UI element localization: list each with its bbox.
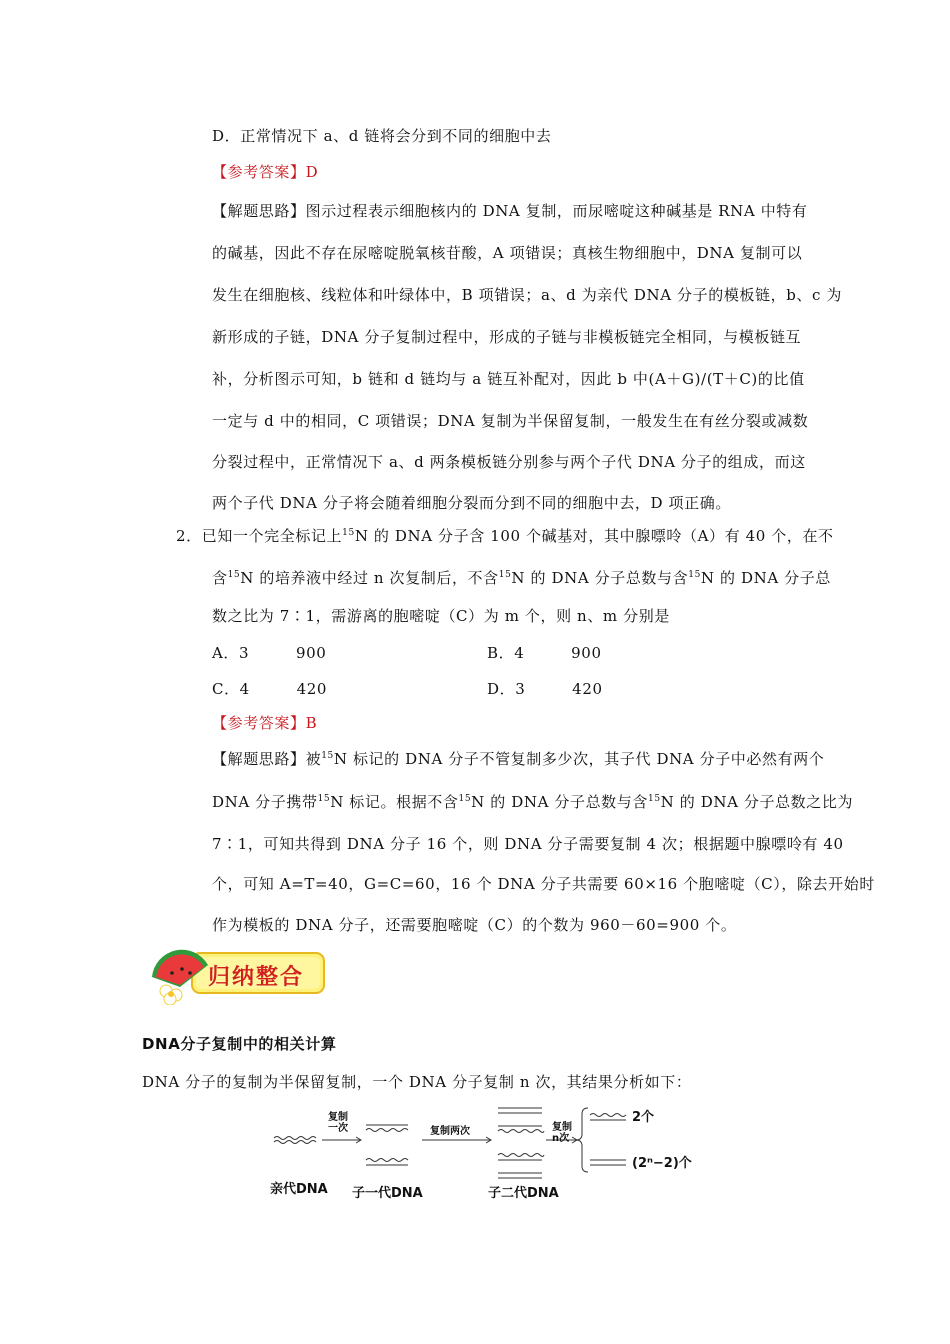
result-top: 2个 <box>632 1110 655 1125</box>
analysis-line: 一定与 d 中的相同，C 项错误；DNA 复制为半保留复制，一般发生在有丝分裂或减数 <box>212 412 809 430</box>
answer-label: 【参考答案】B <box>212 714 318 732</box>
step-label: 复制两次 <box>430 1126 470 1137</box>
analysis-line: 个，可知 A=T=40，G=C=60，16 个 DNA 分子共需要 60×16 个胞嘧啶（C），除去开始时 <box>212 875 875 893</box>
analysis-line: 作为模板的 DNA 分子，还需要胞嘧啶（C）的个数为 960－60=900 个。 <box>212 916 737 934</box>
parent-dna-label: 亲代DNA <box>270 1182 328 1197</box>
analysis-line: 7∶1，可知共得到 DNA 分子 16 个，则 DNA 分子需要复制 4 次；根据题中腺嘌呤有 40 <box>212 835 844 853</box>
summary-badge <box>146 943 326 1005</box>
analysis-line: 分裂过程中，正常情况下 a、d 两条模板链分别参与两个子代 DNA 分子的组成，而这 <box>212 453 806 471</box>
analysis-line: DNA 分子携带$^{15}$N 标记。根据不含$^{15}$N 的 DNA 分子总数与含$^{15}$N 的 DNA 分子总数之比为 <box>212 793 854 811</box>
analysis-line: 补，分析图示可知，b 链和 d 链均与 a 链互补配对，因此 b 中(A＋G)/(T＋C)的比值 <box>212 370 805 388</box>
analysis-line: 发生在细胞核、线粒体和叶绿体中，B 项错误；a、d 为亲代 DNA 分子的模板链，b、c 为 <box>212 286 842 304</box>
badge-title: 归纳整合 <box>208 965 305 990</box>
section-heading: DNA分子复制中的相关计算 <box>142 1035 337 1053</box>
gen2-dna-label: 子二代DNA <box>488 1186 559 1201</box>
question-stem: 2．已知一个完全标记上$^{15}$N 的 DNA 分子含 100 个碱基对，其中腺嘌呤（A）有 40 个，在不 <box>176 527 834 545</box>
question-stem: 数之比为 7∶1，需游离的胞嘧啶（C）为 m 个，则 n、m 分别是 <box>212 607 670 625</box>
option-d: D．正常情况下 a、d 链将会分到不同的细胞中去 <box>212 127 552 145</box>
gen1-dna-label: 子一代DNA <box>352 1186 423 1201</box>
step-label: 复制 一次 <box>328 1112 348 1134</box>
option-c: C．4 420 <box>212 680 328 698</box>
analysis-line: 两个子代 DNA 分子将会随着细胞分裂而分到不同的细胞中去，D 项正确。 <box>212 494 731 512</box>
section-intro: DNA 分子的复制为半保留复制，一个 DNA 分子复制 n 次，其结果分析如下： <box>142 1073 692 1091</box>
question-stem: 含$^{15}$N 的培养液中经过 n 次复制后，不含$^{15}$N 的 DNA 分子总数与含$^{15}$N 的 DNA 分子总 <box>212 569 831 587</box>
option-d: D．3 420 <box>487 680 603 698</box>
analysis-line: 的碱基，因此不存在尿嘧啶脱氧核苷酸，A 项错误；真核生物细胞中，DNA 复制可以 <box>212 244 803 262</box>
option-b: B．4 900 <box>487 644 602 662</box>
result-bottom: (2ⁿ−2)个 <box>632 1156 692 1171</box>
step-label: 复制 n次 <box>552 1122 572 1144</box>
analysis-line: 【解题思路】图示过程表示细胞核内的 DNA 复制，而尿嘧啶这种碱基是 RNA 中特有 <box>212 202 808 220</box>
answer-label: 【参考答案】D <box>212 163 319 181</box>
dna-replication-diagram <box>270 1100 690 1200</box>
option-a: A．3 900 <box>212 644 327 662</box>
analysis-line: 【解题思路】被$^{15}$N 标记的 DNA 分子不管复制多少次，其子代 DNA 分子中必然有两个 <box>212 750 825 768</box>
analysis-line: 新形成的子链，DNA 分子复制过程中，形成的子链与非模板链完全相同，与模板链互 <box>212 328 802 346</box>
